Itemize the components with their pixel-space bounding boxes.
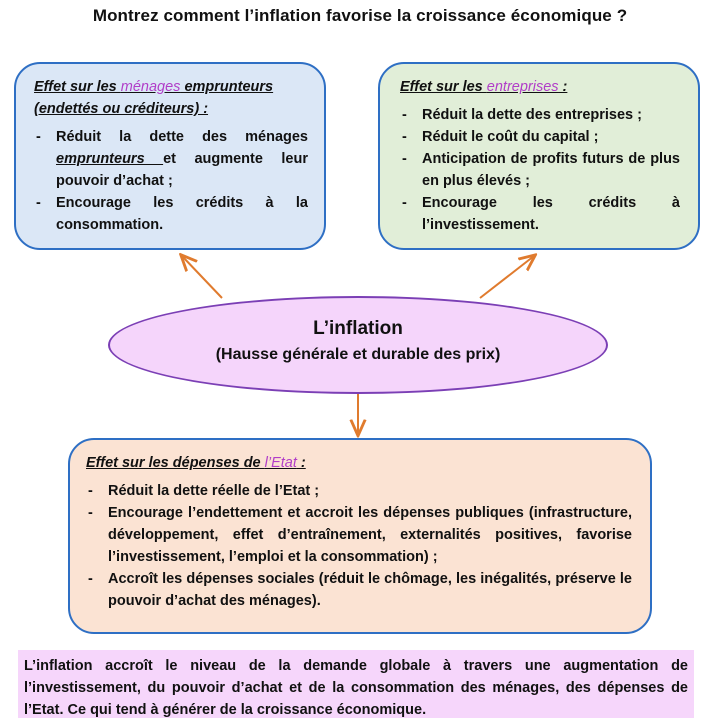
entreprises-item-3: - Anticipation de profits futurs de plus en plus élevés ; — [400, 148, 680, 192]
entreprises-highlight: entreprises — [486, 79, 559, 95]
etat-item-1: - Réduit la dette réelle de l’Etat ; — [86, 480, 632, 502]
conclusion-text: L’inflation accroît le niveau de la demande globale à travers une augmentation de l’investissement, du pouvoir d’achat et de la consommation des ménages, des dépenses de l’Etat. Ce qui tend à générer de la croissance économique. — [18, 650, 694, 718]
entreprises-item-1: - Réduit la dette des entreprises ; — [400, 104, 680, 126]
inflation-title: L’inflation — [313, 318, 403, 339]
etat-heading: Effet sur les dépenses de l’Etat : — [86, 455, 306, 471]
etat-effect-box — [68, 438, 652, 634]
entreprises-item-4: - Encourage les crédits à l’investissement. — [400, 192, 680, 236]
inflation-ellipse — [108, 296, 608, 394]
entreprises-item-2: - Réduit le coût du capital ; — [400, 126, 680, 148]
menages-item-1: - Réduit la dette des ménages emprunteurs et augmente leur pouvoir d’achat ; — [34, 126, 308, 192]
etat-item-2: - Encourage l’endettement et accroit les dépenses publiques (infrastructure, développement, effet d’entraînement, externalités positives, favorise l’investissement, l’emploi et la consommation) ; — [86, 502, 632, 568]
entreprises-heading: Effet sur les entreprises : — [400, 79, 568, 95]
menages-highlight: ménages — [120, 79, 181, 95]
arrow-to-entreprises — [480, 256, 534, 298]
menages-item-2: - Encourage les crédits à la consommation. — [34, 192, 308, 236]
etat-item-3: - Accroît les dépenses sociales (réduit le chômage, les inégalités, préserve le pouvoir d’achat des ménages). — [86, 568, 632, 612]
etat-highlight: l’Etat — [264, 455, 297, 471]
inflation-subtitle: (Hausse générale et durable des prix) — [215, 346, 501, 363]
menages-heading: Effet sur les ménages emprunteurs (endettés ou créditeurs) : — [34, 79, 274, 117]
emprunteurs-word: emprunteurs — [56, 151, 164, 167]
arrow-to-menages — [182, 256, 222, 298]
page-title: Montrez comment l’inflation favorise la croissance économique ? — [92, 6, 628, 25]
